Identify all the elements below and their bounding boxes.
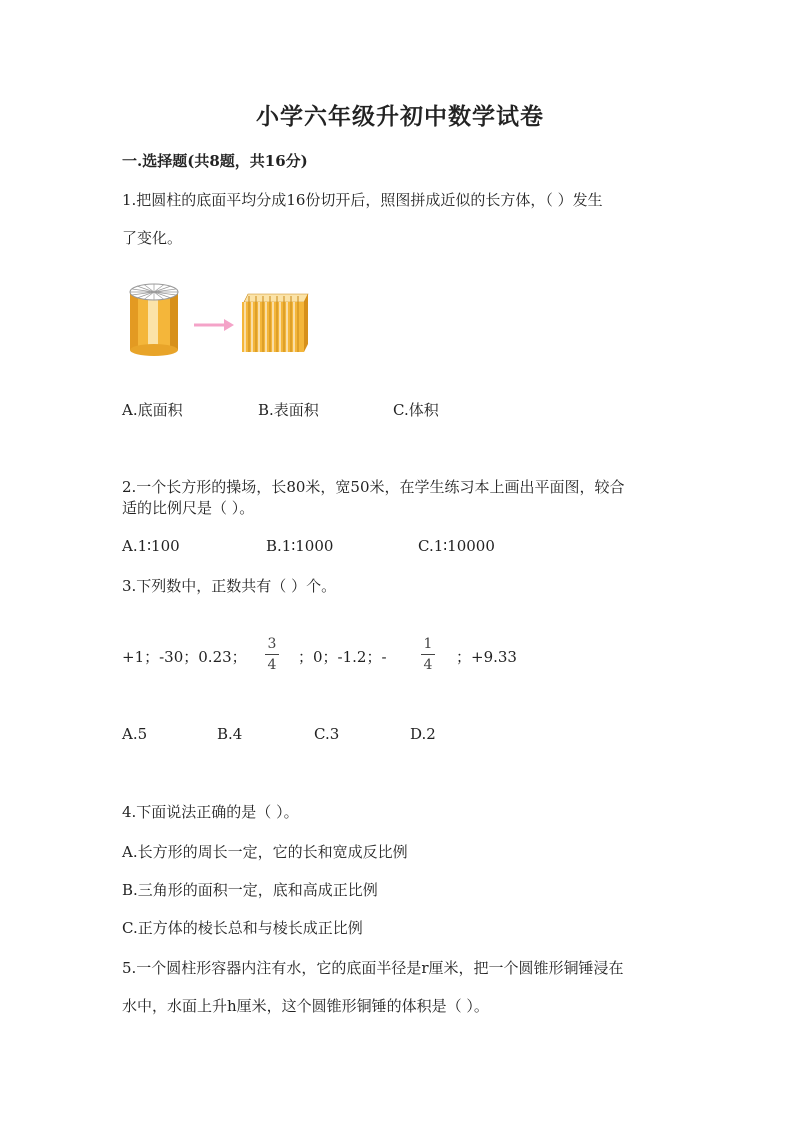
question-1-option-b[interactable]: B.表面积 — [258, 401, 319, 419]
question-4-option-b[interactable]: B.三角形的面积一定，底和高成正比例 — [122, 881, 378, 899]
number-list-part-3: ；+9.33 — [456, 648, 517, 666]
pink-arrow-icon — [194, 319, 234, 331]
cylinder-image — [130, 284, 178, 356]
fraction-one-quarter — [421, 636, 435, 673]
number-list-part-1: +1；-30；0.23； — [122, 648, 247, 666]
question-3-option-a[interactable]: A.5 — [122, 725, 148, 743]
fraction-2-numerator: 1 — [423, 636, 433, 652]
question-2-option-a[interactable]: A.1∶100 — [122, 537, 180, 555]
cylinder-to-cuboid-figure — [128, 280, 318, 360]
question-2-line-2: 适的比例尺是（ ）。 — [122, 499, 255, 517]
question-1-line-2: 了变化。 — [122, 229, 183, 247]
question-4-line-1: 4.下面说法正确的是（ ）。 — [122, 803, 299, 821]
question-1-option-a[interactable]: A.底面积 — [122, 401, 183, 419]
question-4-option-c[interactable]: C.正方体的棱长总和与棱长成正比例 — [122, 919, 363, 937]
section-heading: 一.选择题(共8题，共16分) — [122, 152, 308, 170]
cuboid-image — [242, 294, 308, 352]
question-5-line-1: 5.一个圆柱形容器内注有水，它的底面半径是r厘米，把一个圆锥形铜锤浸在 — [122, 959, 624, 977]
question-1-line-1: 1.把圆柱的底面平均分成16份切开后，照图拼成近似的长方体，（ ）发生 — [122, 191, 603, 209]
question-2-option-c[interactable]: C.1∶10000 — [418, 537, 495, 555]
question-2-line-1: 2.一个长方形的操场，长80米，宽50米，在学生练习本上画出平面图，较合 — [122, 478, 625, 496]
question-3-line-1: 3.下列数中，正数共有（ ）个。 — [122, 577, 337, 595]
question-3-option-b[interactable]: B.4 — [217, 725, 243, 743]
number-list-part-2: ；0；-1.2；- — [298, 648, 387, 666]
question-3-option-d[interactable]: D.2 — [410, 725, 436, 743]
fraction-1-denominator: 4 — [267, 657, 277, 673]
fraction-1-numerator: 3 — [267, 636, 277, 652]
fraction-three-quarters — [265, 636, 279, 673]
question-5-line-2: 水中，水面上升h厘米，这个圆锥形铜锤的体积是（ ）。 — [122, 997, 489, 1015]
question-1-option-c[interactable]: C.体积 — [393, 401, 439, 419]
question-3-option-c[interactable]: C.3 — [314, 725, 340, 743]
question-2-option-b[interactable]: B.1∶1000 — [266, 537, 334, 555]
fraction-2-denominator: 4 — [423, 657, 433, 673]
question-4-option-a[interactable]: A.长方形的周长一定，它的长和宽成反比例 — [122, 843, 408, 861]
exam-title: 小学六年级升初中数学试卷 — [256, 103, 544, 130]
